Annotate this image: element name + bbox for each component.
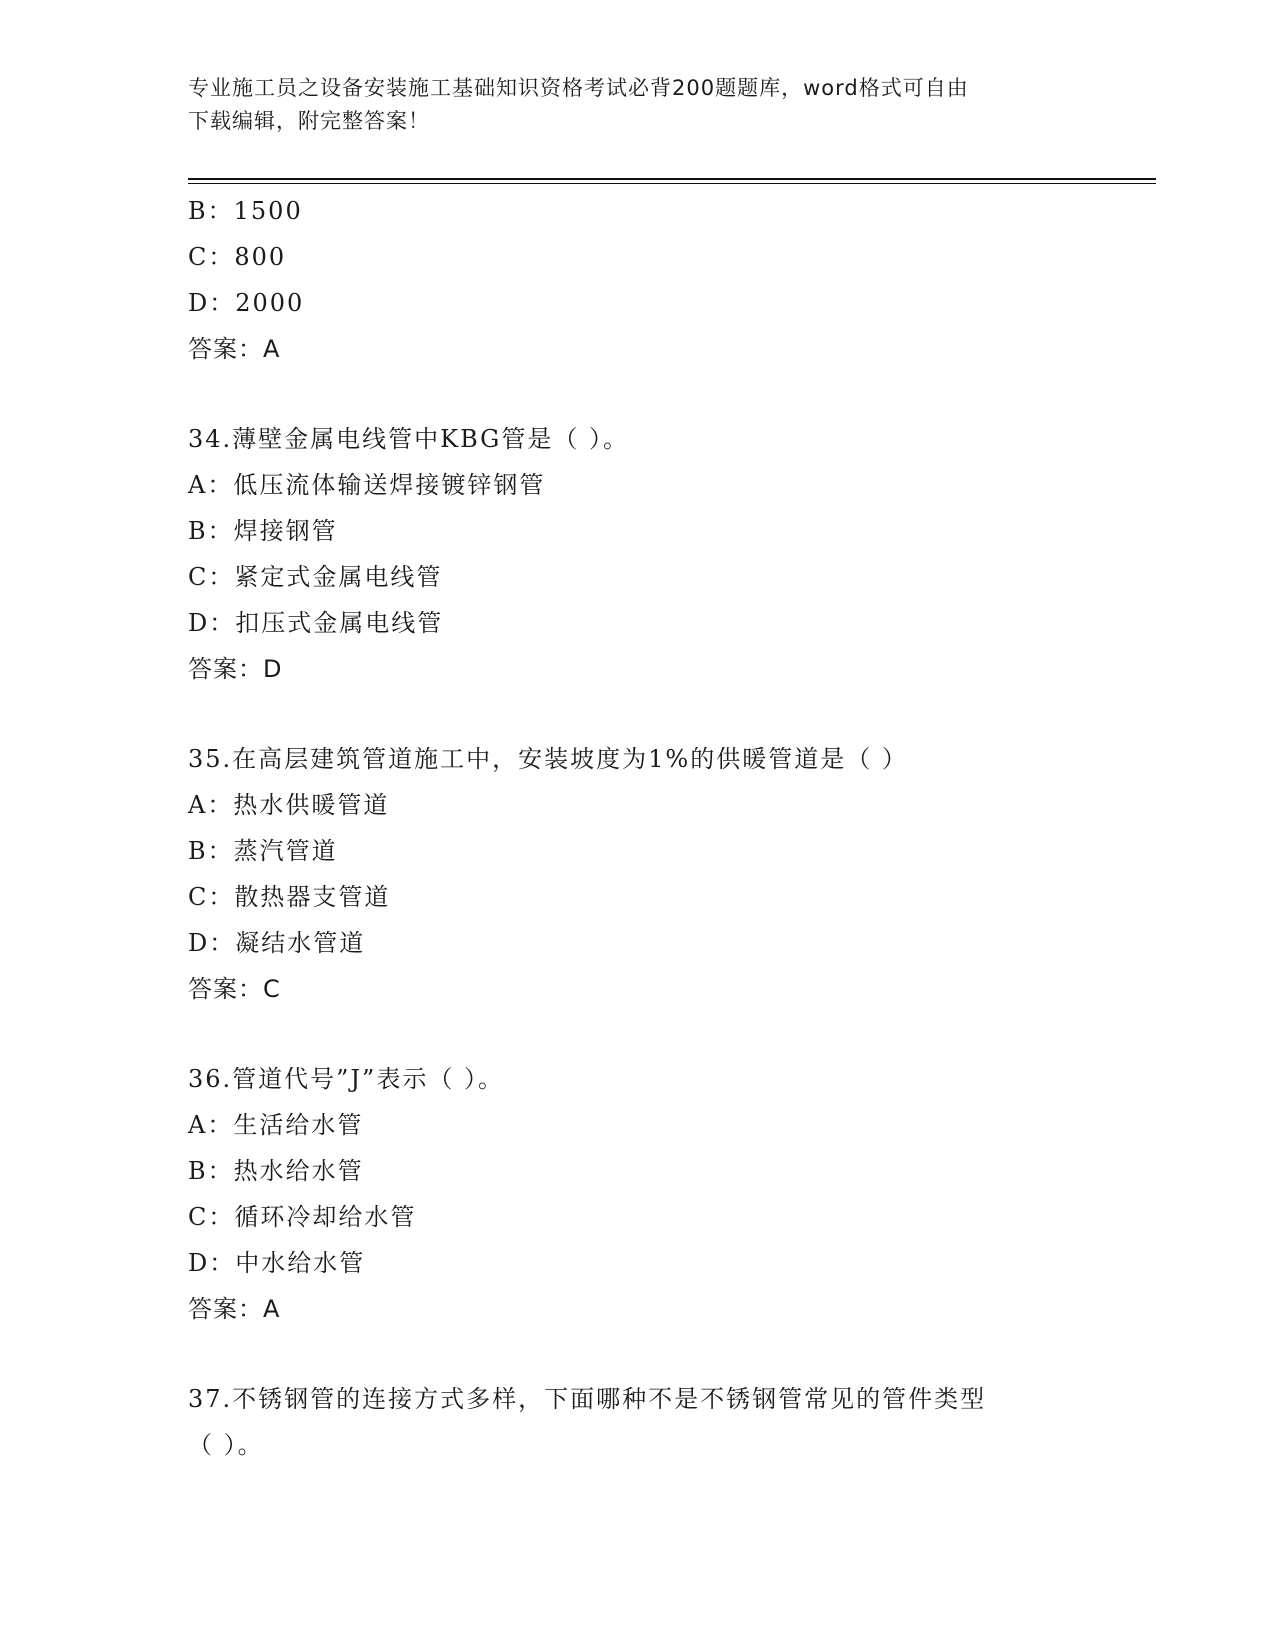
document-header <box>188 72 1088 138</box>
option-b: B：蒸汽管道 <box>188 837 338 865</box>
header-rule-thin <box>188 183 1156 184</box>
question-title: 35.在高层建筑管道施工中，安装坡度为1%的供暖管道是（ ） <box>188 745 908 773</box>
answer: 答案：A <box>188 335 281 363</box>
question-title-line-2: （ ）。 <box>188 1431 264 1459</box>
option-c: C：紧定式金属电线管 <box>188 563 443 591</box>
question-title: 34.薄壁金属电线管中KBG管是（ ）。 <box>188 425 629 453</box>
question-title-line-1: 37.不锈钢管的连接方式多样，下面哪种不是不锈钢管常见的管件类型 <box>188 1385 987 1413</box>
option-d: D：2000 <box>188 289 305 317</box>
answer: 答案：A <box>188 1295 281 1323</box>
option-d: D：扣压式金属电线管 <box>188 609 444 637</box>
question-title: 36.管道代号”J”表示（ ）。 <box>188 1065 504 1093</box>
option-a: A：低压流体输送焊接镀锌钢管 <box>188 471 546 499</box>
option-c: C：800 <box>188 243 287 271</box>
option-c: C：循环冷却给水管 <box>188 1203 417 1231</box>
option-a: A：生活给水管 <box>188 1111 364 1139</box>
header-rule-thick <box>188 178 1156 180</box>
option-b: B：热水给水管 <box>188 1157 364 1185</box>
option-a: A：热水供暖管道 <box>188 791 390 819</box>
header-line-1: 专业施工员之设备安装施工基础知识资格考试必背200题题库，word格式可自由 <box>188 76 969 100</box>
header-line-2: 下载编辑，附完整答案！ <box>188 109 430 133</box>
answer: 答案：D <box>188 655 283 683</box>
option-b: B：1500 <box>188 197 303 225</box>
option-b: B：焊接钢管 <box>188 517 338 545</box>
answer: 答案：C <box>188 975 281 1003</box>
option-c: C：散热器支管道 <box>188 883 391 911</box>
question-list <box>188 188 1156 1468</box>
option-d: D：中水给水管 <box>188 1249 366 1277</box>
option-d: D：凝结水管道 <box>188 929 366 957</box>
